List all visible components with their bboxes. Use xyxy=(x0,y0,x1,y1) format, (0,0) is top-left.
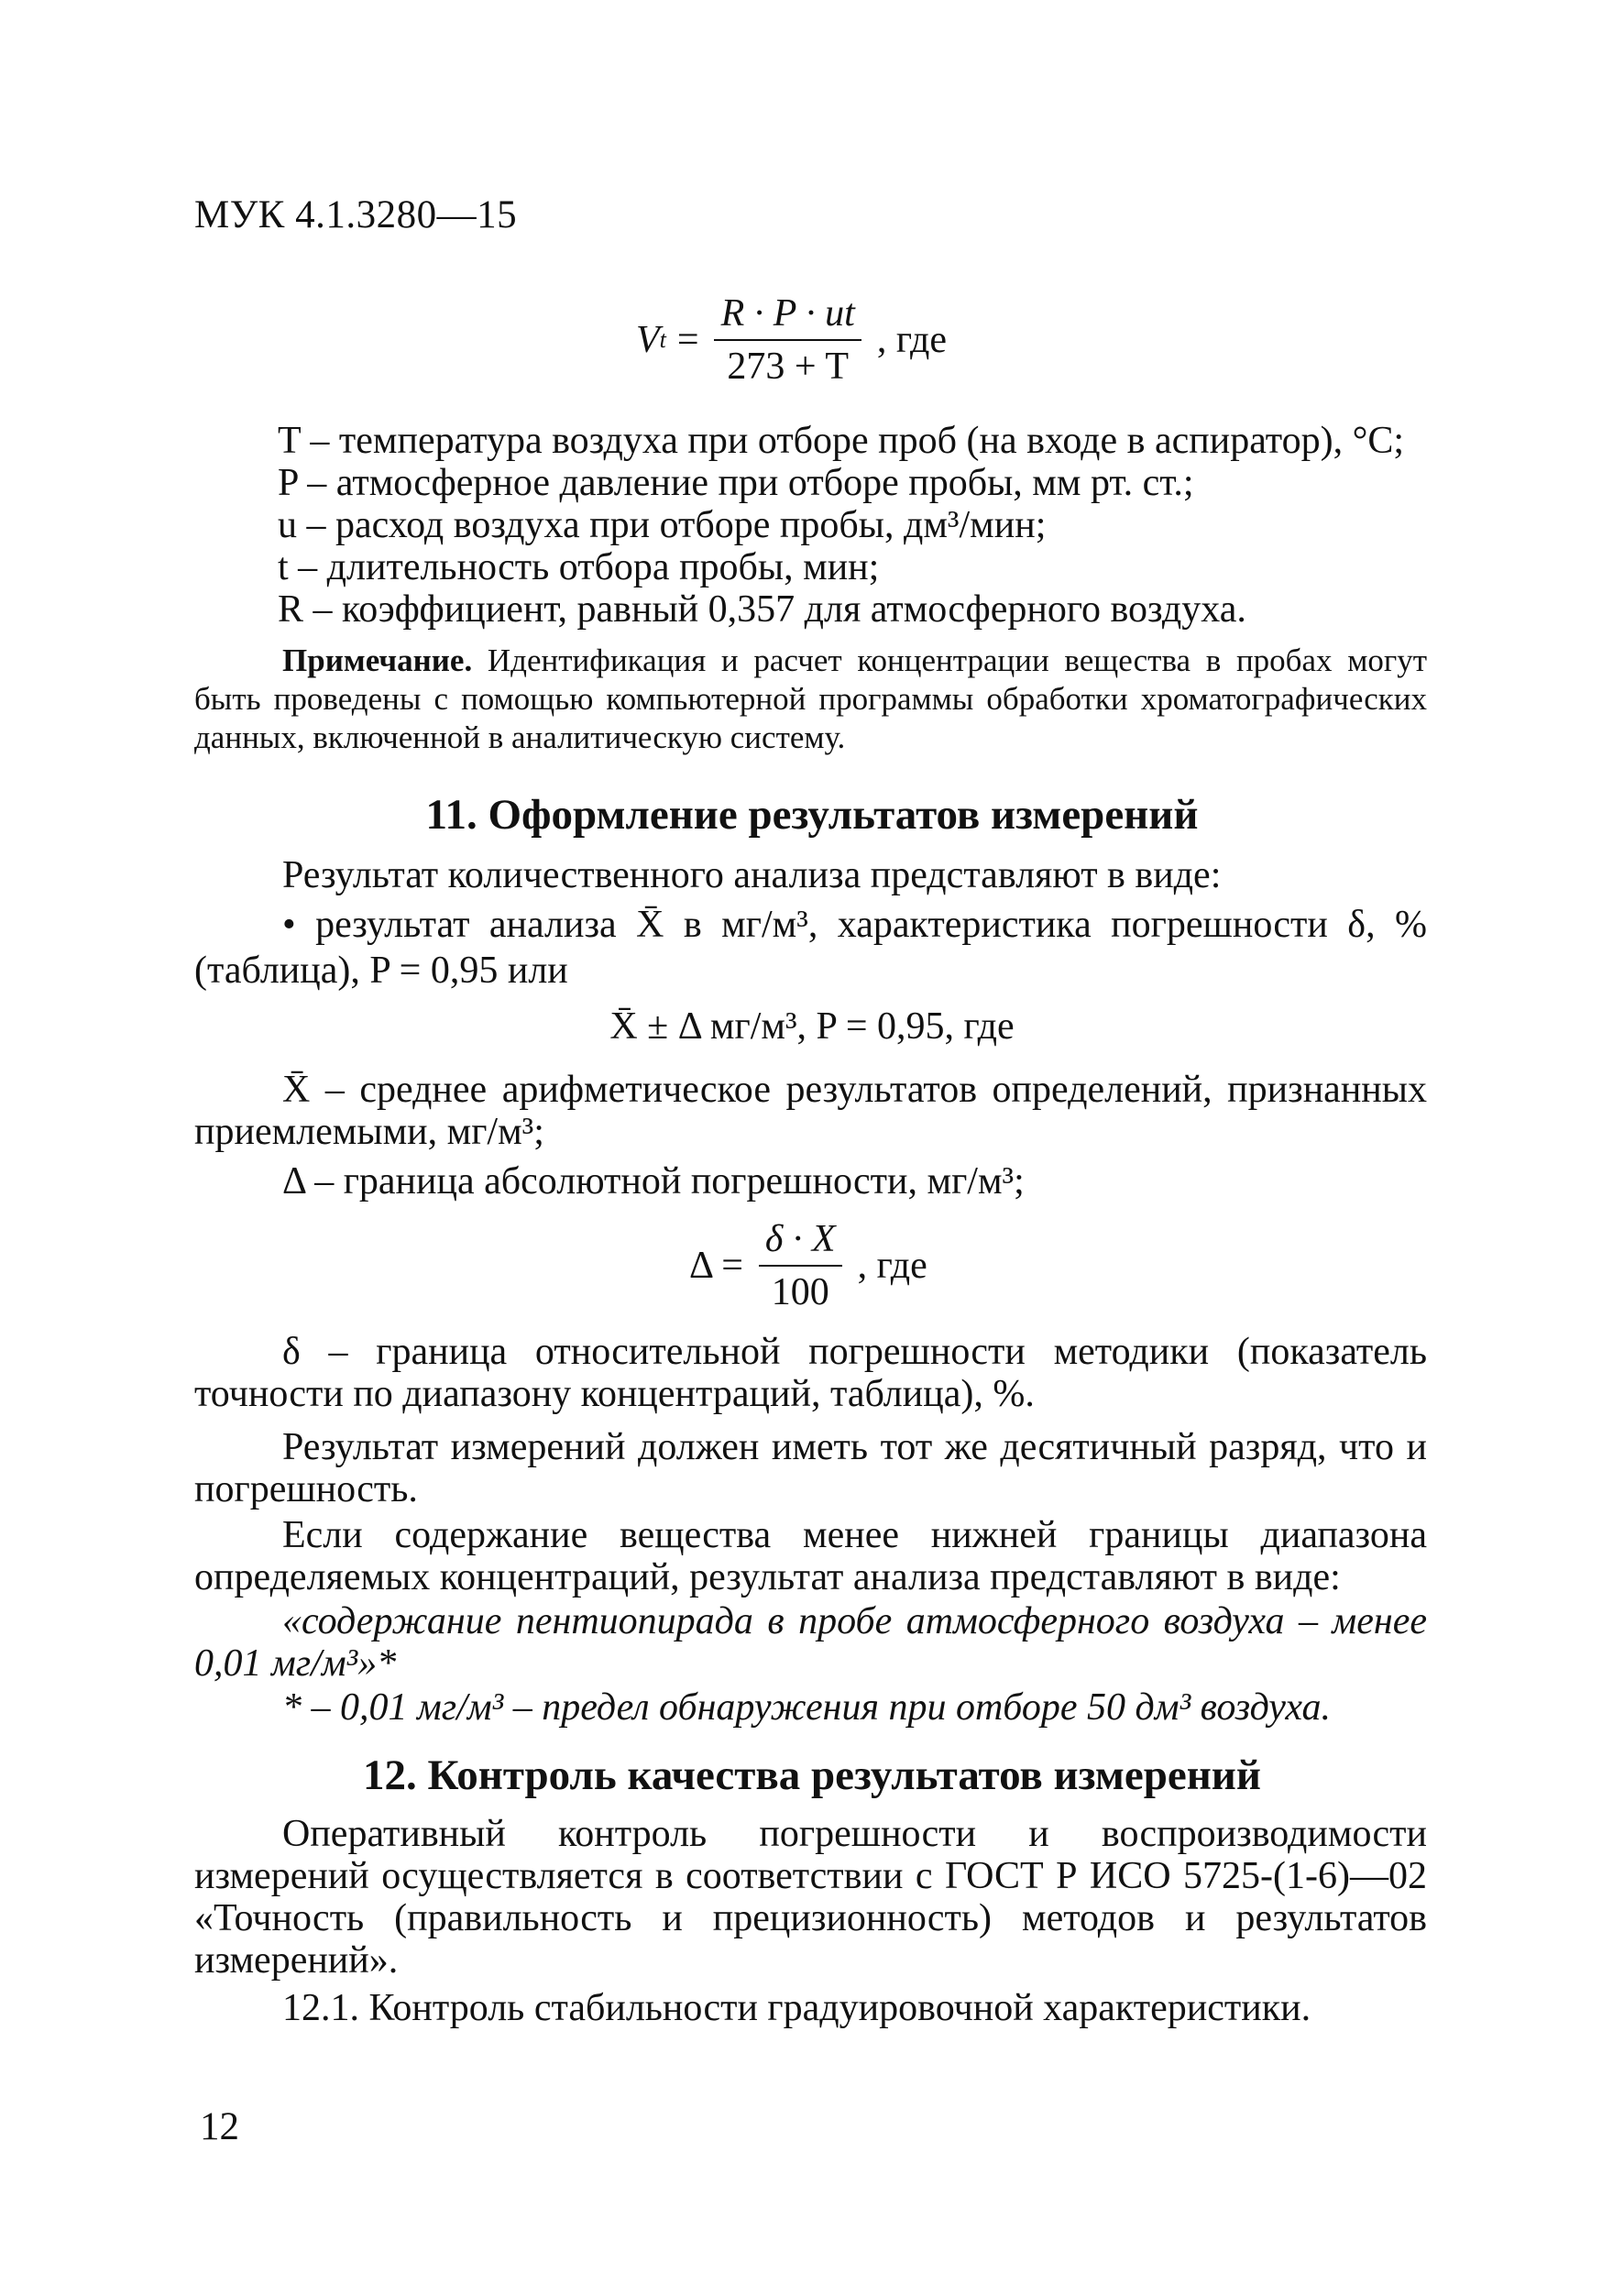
formula-vt-denominator: 273 + T xyxy=(714,339,861,389)
formula-delta-lhs: Δ = xyxy=(689,1245,743,1287)
paragraph-lower-limit: Если содержание вещества менее нижней границы диапазона определяемых концентраций, результат анализа представляют в виде: xyxy=(194,1514,1427,1598)
section-12-paragraph-1: Оперативный контроль погрешности и воспроизводимости измерений осуществляется в соответствии с ГОСТ Р ИСО 5725-(1-6)—02 «Точность (правильность и прецизионность) методов и результатов измерений». xyxy=(194,1813,1427,1982)
note-label: Примечание. xyxy=(282,642,473,678)
definition-line: T – температура воздуха при отборе проб (на входе в аспиратор), °C; xyxy=(278,420,1405,462)
definition-line: R – коэффициент, равный 0,357 для атмосферного воздуха. xyxy=(278,588,1246,631)
definition-x-mean: X̄ – среднее арифметическое результатов определений, признанных приемлемыми, мг/м³; xyxy=(194,1069,1427,1153)
formula-vt-lhs-sub: t xyxy=(659,326,666,353)
document-code: МУК 4.1.3280—15 xyxy=(194,193,518,236)
formula-delta-fraction xyxy=(752,1217,849,1314)
section-12-paragraph-2: 12.1. Контроль стабильности градуировочной характеристики. xyxy=(282,1987,1311,2029)
note-text: Идентификация и расчет концентрации вещества в пробах могут быть проведены с помощью компьютерной программы обработки хроматографических данных, включенной в аналитическую систему. xyxy=(194,642,1427,755)
footnote: * – 0,01 мг/м³ – предел обнаружения при отборе 50 дм³ воздуха. xyxy=(282,1686,1331,1729)
result-bullet-line-2: (таблица), P = 0,95 или xyxy=(194,950,568,992)
result-quote: «содержание пентиопирада в пробе атмосферного воздуха – менее 0,01 мг/м³»* xyxy=(194,1600,1427,1685)
page-number: 12 xyxy=(200,2105,239,2148)
section-11-intro: Результат количественного анализа представляют в виде: xyxy=(282,854,1222,896)
formula-delta xyxy=(689,1217,927,1314)
definition-line: t – длительность отбора пробы, мин; xyxy=(278,546,880,588)
definition-line: u – расход воздуха при отборе пробы, дм³/мин; xyxy=(278,504,1047,546)
formula-vt-suffix: , где xyxy=(876,319,947,361)
section-11-title: 11. Оформление результатов измерений xyxy=(425,791,1199,839)
formula-vt-fraction xyxy=(708,291,868,389)
formula-delta-suffix: , где xyxy=(857,1245,927,1287)
definition-delta-small: δ – граница относительной погрешности методики (показатель точности по диапазону концентраций, таблица), %. xyxy=(194,1331,1427,1415)
formula-vt-lhs: V xyxy=(636,319,660,361)
section-12-title: 12. Контроль качества результатов измерений xyxy=(363,1751,1261,1799)
paragraph-decimal-digit: Результат измерений должен иметь тот же десятичный разряд, что и погрешность. xyxy=(194,1426,1427,1510)
formula-vt xyxy=(636,291,947,389)
definition-delta: Δ – граница абсолютной погрешности, мг/м³; xyxy=(282,1160,1025,1202)
formula-vt-numerator: R · P · ut xyxy=(720,292,855,335)
note-paragraph xyxy=(194,642,1427,757)
formula-result: X̄ ± Δ мг/м³, P = 0,95, где xyxy=(609,1005,1015,1048)
variable-definitions xyxy=(278,420,1404,631)
formula-delta-numerator: δ · X xyxy=(764,1218,836,1260)
definition-line: P – атмосферное давление при отборе пробы, мм рт. ст.; xyxy=(278,462,1194,504)
formula-delta-denominator: 100 xyxy=(759,1265,842,1314)
result-bullet-line-1: • результат анализа X̄ в мг/м³, характеристика погрешности δ, % xyxy=(282,904,1427,946)
formula-vt-equals: = xyxy=(676,319,699,361)
